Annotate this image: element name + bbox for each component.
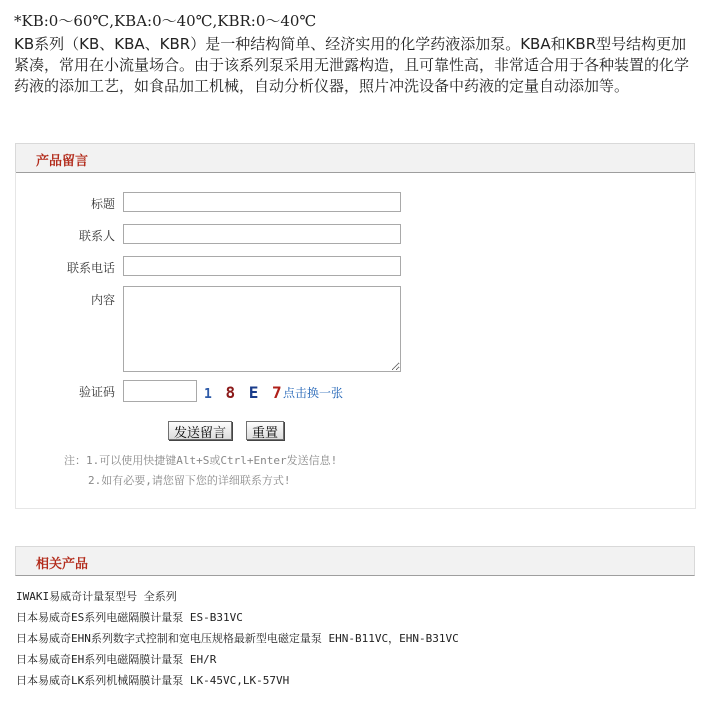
related-item[interactable]: 日本易威奇ES系列电磁隔膜计量泵 ES-B31VC <box>16 611 243 624</box>
content-label: 内容 <box>90 293 115 307</box>
captcha-char: 7 <box>272 383 284 402</box>
captcha-char: 8 <box>225 383 238 402</box>
captcha-char: 1 <box>204 387 214 402</box>
title-input[interactable] <box>123 192 401 212</box>
spec-line: *KB:0～60℃,KBA:0～40℃,KBR:0～40℃ <box>14 12 317 30</box>
reset-button[interactable]: 重置 <box>246 421 284 440</box>
related-item[interactable]: 日本易威奇LK系列机械隔膜计量泵 LK-45VC,LK-57VH <box>16 674 290 687</box>
captcha-input[interactable] <box>123 380 197 402</box>
related-section-header <box>15 546 695 576</box>
contact-label: 联系人 <box>78 229 115 243</box>
related-item[interactable]: 日本易威奇EHN系列数字式控制和宽电压规格最新型电磁定量泵 EHN-B11VC，EHN-B31VC <box>16 632 459 645</box>
message-section-header <box>15 143 695 173</box>
related-section-title: 相关产品 <box>36 557 89 572</box>
phone-input[interactable] <box>123 256 401 276</box>
note-line-1: 注：1.可以使用快捷键Alt+S或Ctrl+Enter发送信息! <box>64 454 338 467</box>
submit-button[interactable]: 发送留言 <box>168 421 232 440</box>
related-item[interactable]: IWAKI易威奇计量泵型号 全系列 <box>16 590 177 603</box>
title-label: 标题 <box>90 197 115 211</box>
phone-label: 联系电话 <box>66 261 115 275</box>
captcha-char: E <box>248 383 261 402</box>
captcha-label: 验证码 <box>78 385 115 399</box>
refresh-captcha-link[interactable]: 点击换一张 <box>283 386 344 400</box>
product-description: KB系列（KB、KBA、KBR）是一种结构简单、经济实用的化学药液添加泵。KBA和KBR型号结构更加紧凑，常用在小流量场合。由于该系列泵采用无泄露构造，且可靠性高，非常适合用于各种装置的化学药液的添加工艺，如食品加工机械，自动分析仪器，照片冲洗设备中药液的定量自动添加等。 <box>14 35 690 95</box>
content-textarea[interactable] <box>123 286 401 372</box>
contact-input[interactable] <box>123 224 401 244</box>
message-section-title: 产品留言 <box>36 154 89 169</box>
note-line-2: 2.如有必要,请您留下您的详细联系方式! <box>88 474 291 487</box>
related-item[interactable]: 日本易威奇EH系列电磁隔膜计量泵 EH/R <box>16 653 217 666</box>
captcha-image[interactable] <box>204 383 284 402</box>
